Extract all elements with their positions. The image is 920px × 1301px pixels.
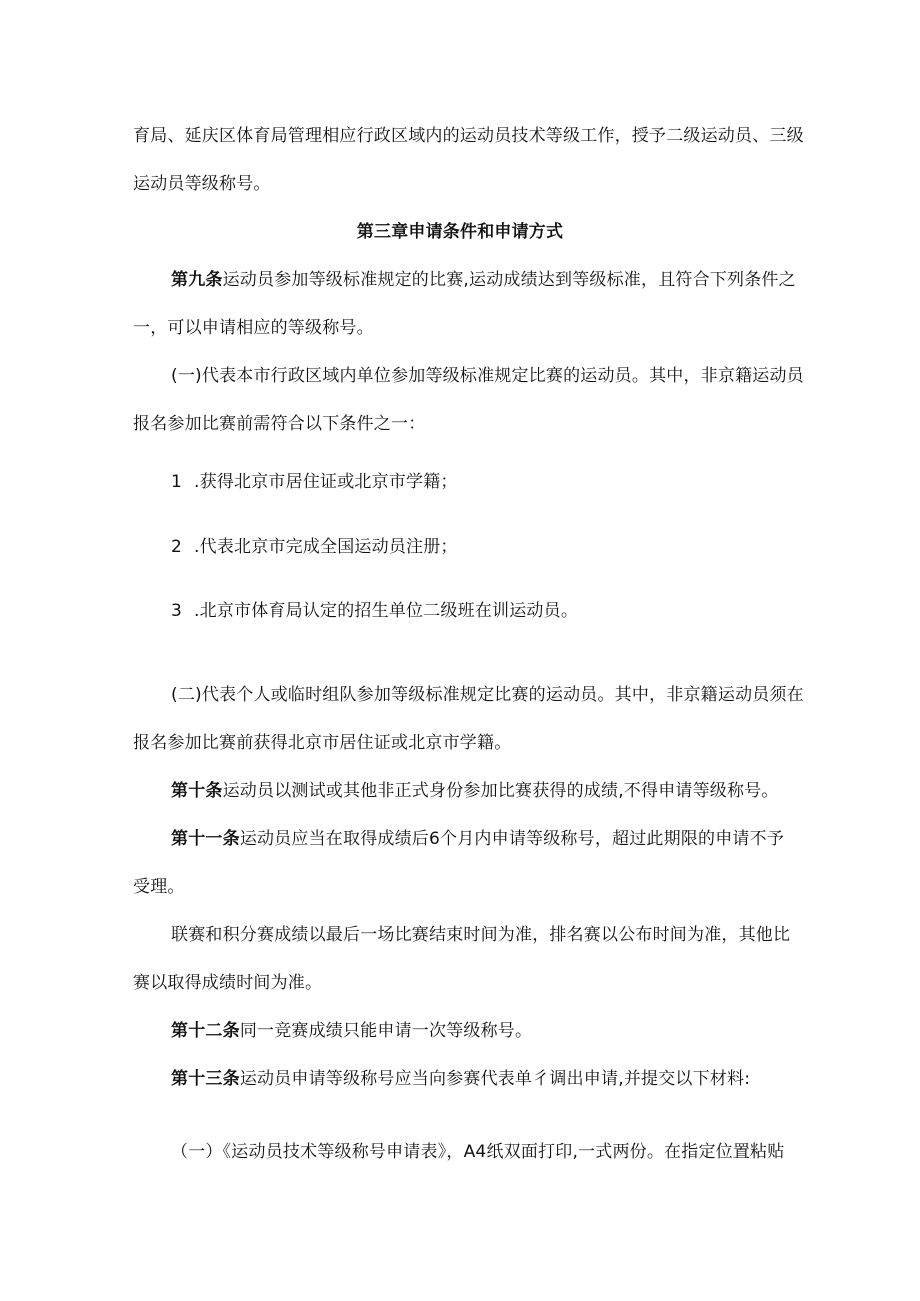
- article-13-text: 运动员申请等级称号应当向参赛代表单彳调出申请,并提交以下材料:: [239, 1069, 751, 1089]
- article-12: [171, 1019, 532, 1043]
- league-para-line-2: 赛以取得成绩时间为准。: [133, 973, 323, 993]
- league-para-line-1: 联赛和积分赛成绩以最后一场比赛结束时间为准，排名赛以公布时间为准，其他比: [171, 925, 791, 945]
- item-2-line-1: (二)代表个人或临时组队参加等级标准规定比赛的运动员。其中，非京籍运动员须在: [171, 685, 804, 705]
- article-9-line-2: 一，可以申请相应的等级称号。: [133, 318, 374, 338]
- sub-item-1-number: 1: [171, 472, 183, 492]
- sub-item-2-text: .代表北京市完成全国运动员注册；: [194, 537, 458, 557]
- article-9-text-1: 运动员参加等级标准规定的比赛,运动成绩达到等级标准，且符合下列条件之: [222, 270, 796, 290]
- article-10-label: 第十条: [171, 781, 223, 801]
- sub-item-3-text: .北京市体育局认定的招生单位二级班在训运动员。: [194, 601, 579, 621]
- article-11-text-1: 运动员应当在取得成绩后6个月内申请等级称号，超过此期限的申请不予: [239, 829, 785, 849]
- article-13: [171, 1067, 750, 1091]
- item-1-line-1: (一)代表本市行政区域内单位参加等级标准规定比赛的运动员。其中，非京籍运动员: [171, 366, 804, 386]
- item-2-line-2: 报名参加比赛前获得北京市居住证或北京市学籍。: [133, 733, 512, 753]
- item-1-line-2: 报名参加比赛前需符合以下条件之一：: [133, 414, 426, 434]
- article-11-label: 第十一条: [171, 829, 240, 849]
- article-11-line-2: 受理。: [133, 877, 185, 897]
- article-9-label: 第九条: [171, 270, 223, 290]
- intro-line-1: 育局、延庆区体育局管理相应行政区域内的运动员技术等级工作，授予二级运动员、三级: [133, 126, 804, 146]
- article-10-text: 运动员以测试或其他非正式身份参加比赛获得的成绩,不得申请等级称号。: [222, 781, 779, 801]
- item-3-line-1: （一）《运动员技术等级称号申请表》，A4纸双面打印,一式两份。在指定位置粘贴: [171, 1142, 785, 1162]
- sub-item-2: [171, 535, 458, 559]
- sub-item-1-text: .获得北京市居住证或北京市学籍；: [194, 472, 458, 492]
- sub-item-3-number: 3: [171, 601, 183, 621]
- article-12-text: 同一竞赛成绩只能申请一次等级称号。: [239, 1021, 533, 1041]
- article-11-line-1: [171, 827, 784, 851]
- sub-item-2-number: 2: [171, 537, 183, 557]
- article-13-label: 第十三条: [171, 1069, 240, 1089]
- sub-item-1: [171, 470, 458, 494]
- chapter-title: 第三章申请条件和申请方式: [356, 222, 564, 242]
- sub-item-3: [171, 599, 578, 623]
- article-9-line-1: [171, 268, 796, 292]
- intro-line-2: 运动员等级称号。: [133, 174, 271, 194]
- article-10: [171, 779, 779, 803]
- article-12-label: 第十二条: [171, 1021, 240, 1041]
